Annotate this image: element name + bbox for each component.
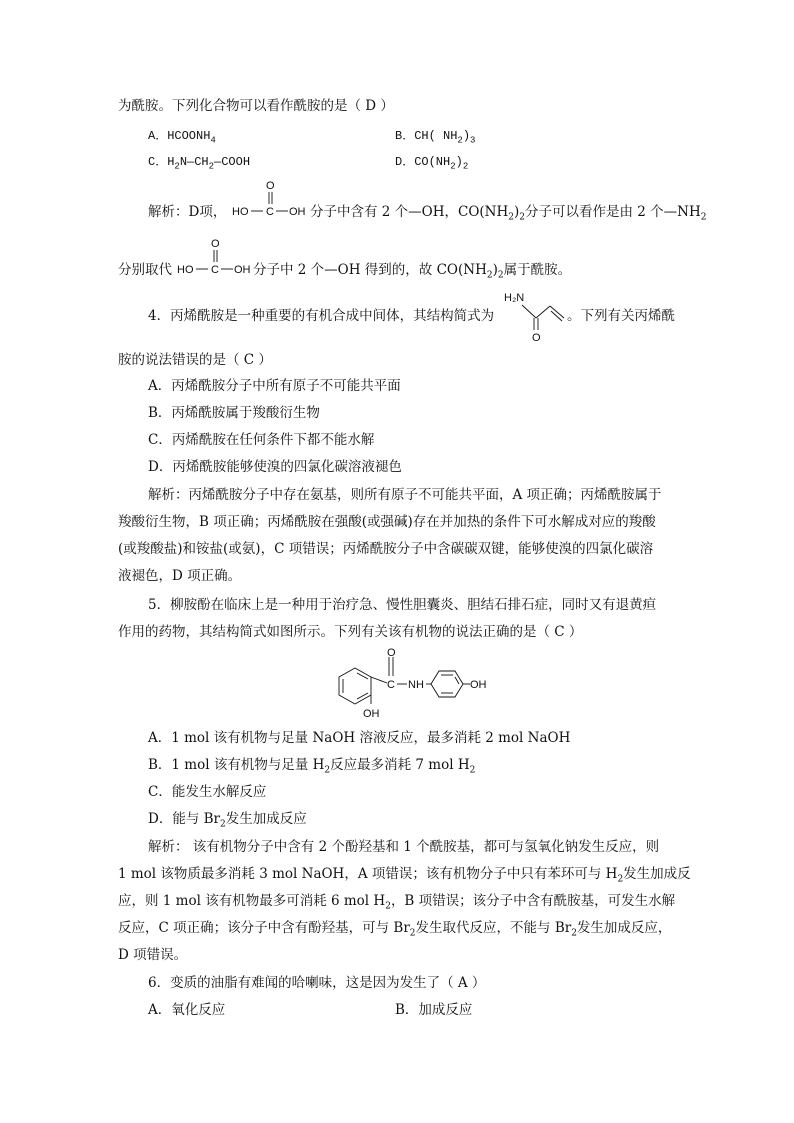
svg-text:OH: OH [363,708,380,720]
q3-option-b: B．CH( $NH_2)_3$ [395,129,476,146]
q4-option-c: C．丙烯酰胺在任何条件下都不能水解 [148,432,375,448]
q3-option-c: C．$H_2N—CH_2—COOH$ [148,155,251,172]
q6-stem: 6．变质的油脂有难闻的哈喇味，这是因为发生了（ A ） [148,975,486,991]
q3-option-a: A．$HCOONH_4$ [148,129,216,146]
svg-text:O: O [532,332,541,344]
svg-text:O: O [387,648,396,659]
svg-text:HO: HO [177,264,194,276]
carbonic-acid-structure-2 [175,236,255,278]
q4-option-a: A．丙烯酰胺分子中所有原子不可能共平面 [148,378,401,394]
q3-analysis-text-d: 分子中 2 个—OH 得到的，故 $CO(NH_2)_2$属于酰胺。 [253,262,572,281]
q3-analysis-text-c: 分别取代 [118,262,172,278]
svg-text:OH: OH [470,679,487,691]
q4-analysis-3: (或羧酸盐)和铵盐(或氨)，C 项错误；丙烯酰胺分子中含碳碳双键，能够使溴的四氯化碳溶 [118,541,654,557]
svg-text:C: C [387,679,395,691]
q3-analysis-text-a: 解析：D项， [148,204,227,220]
svg-text:C: C [211,264,219,276]
svg-text:O: O [211,238,220,250]
q4-option-b: B．丙烯酰胺属于羧酸衍生物 [148,405,320,421]
q4-stem-b: 。下列有关丙烯酰 [567,308,675,324]
q5-stem-2: 作用的药物，其结构简式如图所示。下列有关该有机物的说法正确的是（ C ） [118,624,583,640]
q5-analysis-5: D 项错误。 [118,947,188,963]
carbonic-acid-structure-1 [230,178,310,220]
svg-text:C: C [266,206,274,218]
q5-stem-1: 5．柳胺酚在临床上是一种用于治疗急、慢性胆囊炎、胆结石排石症，同时又有退黄疸 [148,597,657,613]
q5-option-d: D．能与 $Br_2$发生加成反应 [148,811,307,830]
q5-analysis-1: 解析： 该有机物分子中含有 2 个酚羟基和 1 个酰胺基，都可与氢氧化钠发生反应，则 [148,839,660,855]
q5-option-b: B．1 mol 该有机物与足量 $H_2$反应最多消耗 7 mol $H_2$ [148,757,476,776]
q5-option-c: C．能发生水解反应 [148,784,267,800]
q4-analysis-1: 解析：丙烯酰胺分子中存在氨基，则所有原子不可能共平面，A 项正确；丙烯酰胺属于 [148,487,662,503]
q3-analysis-text-b: 分子中含有 2 个—OH，$CO(NH_2)_2$分子可以看作是由 2 个$—NH_2$ [310,204,707,223]
q5-analysis-4: 反应，C 项正确；该分子中含有酚羟基，可与 $Br_2$发生取代反应，不能与 $Br_2$发生加成反应， [118,920,672,939]
acrylamide-structure [500,288,570,344]
q4-analysis-2: 羧酸衍生物，B 项正确；丙烯酰胺在强酸(或强碱)存在并加热的条件下可水解成对应的羧酸 [118,514,656,530]
q4-option-d: D．丙烯酰胺能够使溴的四氯化碳溶液褪色 [148,459,402,475]
q3-line1: 为酰胺。下列化合物可以看作酰胺的是（ D ） [118,98,394,114]
q4-analysis-4: 液褪色，D 项正确。 [118,568,242,584]
q3-option-d: D．$CO(NH_2)_2$ [395,155,469,172]
svg-text:OH: OH [289,206,306,218]
svg-text:HO: HO [232,206,249,218]
svg-text:O: O [266,180,275,192]
q5-analysis-2: 1 mol 该物质最多消耗 3 mol NaOH，A 项错误；该有机物分子中只有苯环可与 $H_2$发生加成反 [118,866,691,885]
q4-stem-a: 4．丙烯酰胺是一种重要的有机合成中间体，其结构简式为 [148,308,495,324]
q6-option-b: B．加成反应 [395,1002,473,1018]
q4-stem-c: 胺的说法错误的是（ C ） [118,352,272,368]
svg-text:NH: NH [408,679,424,691]
q5-analysis-3: 应，则 1 mol 该有机物最多可消耗 6 mol $H_2$，B 项错误；该分子中含有酰胺基，可发生水解 [118,893,676,912]
q6-option-a: A．氧化反应 [148,1002,226,1018]
q5-option-a: A．1 mol 该有机物与足量 NaOH 溶液反应，最多消耗 2 mol NaOH [148,730,571,746]
svg-text:OH: OH [234,264,251,276]
svg-text:H₂N: H₂N [504,292,525,304]
salicylamide-phenol-structure [325,648,495,722]
